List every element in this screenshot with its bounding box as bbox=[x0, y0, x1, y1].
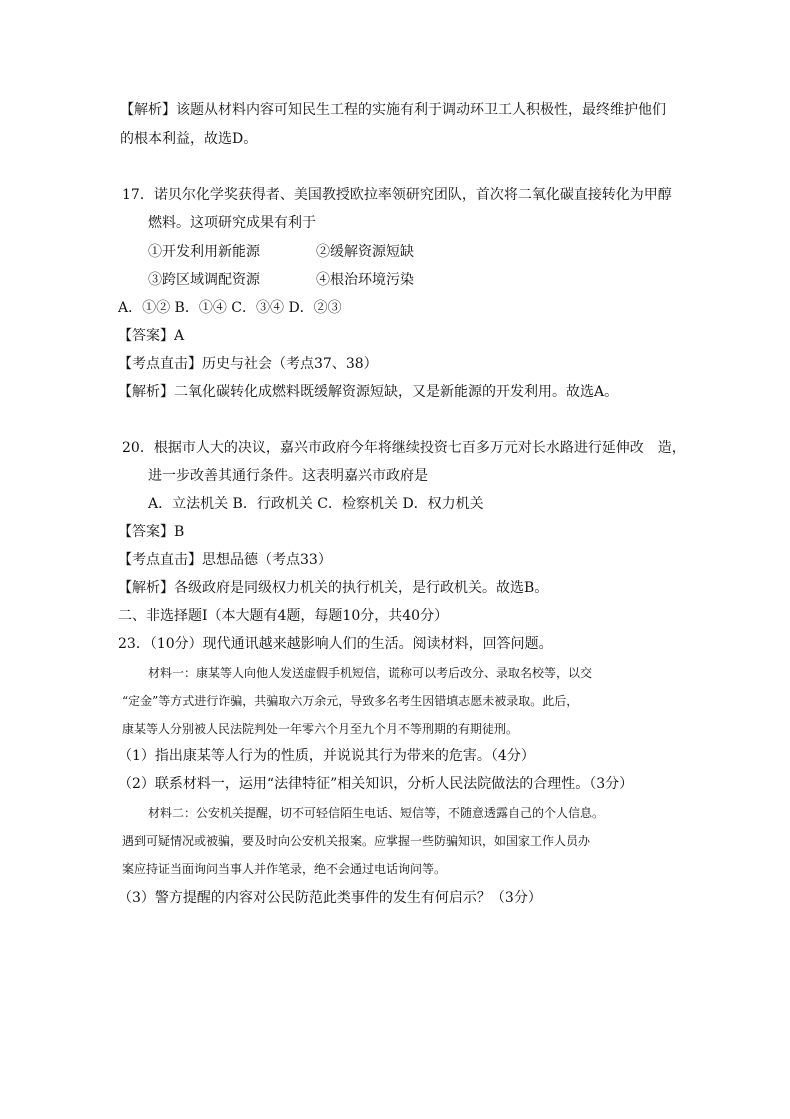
material-2-line-3: 案应持证当面询问当事人并作笔录，绝不会通过电话询问等。 bbox=[122, 862, 447, 876]
question-23-part-2: （2）联系材料一，运用“法律特征”相关知识，分析人民法院做法的合理性。（3分） bbox=[118, 776, 634, 792]
question-17-topic: 【考点直击】历史与社会（考点37、38） bbox=[118, 356, 378, 372]
question-20-stem: 20．根据市人大的决议，嘉兴市政府今年将继续投资七百多万元对长水路进行延伸改 造， bbox=[122, 440, 686, 456]
question-23-stem: 23．（10分）现代通讯越来越影响人们的生活。阅读材料，回答问题。 bbox=[118, 636, 553, 652]
question-20-answer: 【答案】B bbox=[118, 524, 185, 540]
question-17-answer: 【答案】A bbox=[118, 328, 185, 344]
material-2-line-2: 遇到可疑情况或被骗，要及时向公安机关报案。应掌握一些防骗知识，如国家工作人员办 bbox=[122, 834, 591, 848]
question-20-topic: 【考点直击】思想品德（考点33） bbox=[118, 552, 332, 568]
option-2: ②缓解资源短缺 bbox=[316, 244, 414, 260]
question-20-choices: A．立法机关 B．行政机关 C．检察机关 D．权力机关 bbox=[148, 496, 484, 512]
question-23-part-1: （1）指出康某等人行为的性质，并说说其行为带来的危害。（4分） bbox=[118, 748, 535, 764]
question-17-stem: 17．诺贝尔化学奖获得者、美国教授欧拉率领研究团队，首次将二氧化碳直接转化为甲醇 bbox=[122, 187, 672, 203]
material-1-line-2: “定金”等方式进行诈骗，共骗取六万余元，导致多名考生因错填志愿未被录取。此后， bbox=[122, 694, 579, 708]
section-heading: 二、非选择题Ⅰ（本大题有4题，每题10分，共40分） bbox=[118, 608, 449, 624]
material-1-line-1: 材料一：康某等人向他人发送虚假手机短信，谎称可以考后改分、录取名校等，以交 bbox=[148, 666, 593, 680]
option-3: ③跨区域调配资源 bbox=[148, 272, 260, 288]
analysis-line-1: 【解析】该题从材料内容可知民生工程的实施有利于调动环卫工人积极性，最终维护他们 bbox=[120, 102, 666, 118]
question-20-stem-cont: 进一步改善其通行条件。这表明嘉兴市政府是 bbox=[148, 468, 428, 484]
material-2-line-1: 材料二：公安机关提醒，切不可轻信陌生电话、短信等，不随意透露自己的个人信息。 bbox=[148, 806, 605, 820]
material-1-line-3: 康某等人分别被人民法院判处一年零六个月至九个月不等刑期的有期徒刑。 bbox=[122, 722, 519, 736]
question-17-analysis: 【解析】二氧化碳转化成燃料既缓解资源短缺，又是新能源的开发利用。故选A。 bbox=[118, 384, 619, 400]
question-17-stem-cont: 燃料。这项研究成果有利于 bbox=[148, 215, 316, 231]
question-20-analysis: 【解析】各级政府是同级权力机关的执行机关，是行政机关。故选B。 bbox=[118, 580, 549, 596]
option-4: ④根治环境污染 bbox=[316, 272, 414, 288]
option-1: ①开发利用新能源 bbox=[148, 244, 260, 260]
question-23-part-3: （3）警方提醒的内容对公民防范此类事件的发生有何启示？（3分） bbox=[118, 890, 542, 906]
analysis-line-2: 的根本利益，故选D。 bbox=[120, 131, 258, 147]
question-17-choices: A．①② B．①④ C．③④ D．②③ bbox=[118, 300, 342, 316]
